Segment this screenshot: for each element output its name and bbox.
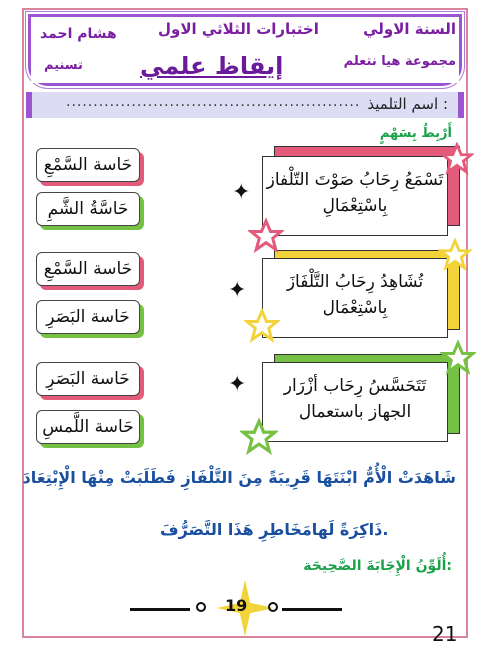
separator-sparkle-3: ✦ <box>228 372 247 397</box>
header-teacher: هشام احمد <box>40 26 117 42</box>
left-option-6[interactable]: حَاسة اللَّمسِ <box>36 410 140 444</box>
left-option-2[interactable]: حَاسَّةُ الشَّمِ <box>36 192 140 226</box>
right-box-1-line2: بِاسْتِعْمَالِ <box>322 196 388 216</box>
footer-line-right <box>282 608 342 611</box>
right-box-1-line1: تَسْمَعُ رِحَابُ صَوْتَ التّلْفاز <box>266 170 444 190</box>
right-box-2-line2: بِاسْتِعْمَال <box>322 298 388 318</box>
header-exam: اختبارات الثلاثي الاول <box>158 20 319 38</box>
page-title: إيقاظ علمي <box>140 52 284 80</box>
student-name-label: اسم التلميذ : <box>367 95 448 113</box>
right-box-3-line2: الجهاز باستعمال <box>298 402 412 422</box>
header-year: السنة الاولي <box>363 20 456 38</box>
star-icon <box>240 418 278 456</box>
exercise2-sentence-2: ذَاكِرَةً لَهامَخَاطِرِ هَذَا التَّصَرُّفَ. <box>160 520 389 539</box>
separator-sparkle-2: ✦ <box>228 278 247 303</box>
star-icon <box>244 308 280 344</box>
exercise2-sentence-1: شَاهَدَتْ الْأُمُّ ابْنَتَهَا قَرِيبَةً مِنَ التَّلْفَازِ فَطَلَبَتْ مِنْهَا الْإِبْتِعَادَ <box>22 468 456 487</box>
star-icon <box>440 340 476 376</box>
left-option-4[interactable]: حَاسة البَصَرِ <box>36 300 140 334</box>
star-icon <box>440 142 474 176</box>
student-name-field[interactable]: ...................................................... <box>66 94 361 110</box>
footer-circle-right <box>268 602 278 612</box>
separator-sparkle-1: ✦ <box>232 180 251 205</box>
header-arrange: تسنيم <box>44 58 83 73</box>
right-box-2-line1: تُشَاهِدُ رِحَابُ التَّلْفَازَ <box>286 272 424 292</box>
student-name-bar <box>26 92 464 118</box>
left-option-3[interactable]: حَاسة السَّمْعِ <box>36 252 140 286</box>
footer-line-left <box>130 608 190 611</box>
exercise1-instruction: أَرْبِطُ بِسَهْمٍ <box>379 126 452 141</box>
left-option-5[interactable]: حَاسة البَصَرِ <box>36 362 140 396</box>
star-icon <box>438 238 472 272</box>
page-number-outer: 21 <box>432 622 458 646</box>
footer-circle-left <box>196 602 206 612</box>
right-box-2[interactable] <box>262 258 448 338</box>
header-group: مجموعة هيا نتعلم <box>343 54 456 69</box>
star-icon <box>248 218 284 254</box>
left-option-1[interactable]: حَاسة السَّمْعِ <box>36 148 140 182</box>
exercise2-instruction: أُلَوِّنُ الْإِجَابَةَ الصَّحِيحَة: <box>303 558 452 574</box>
right-box-3-line1: تَتَحَسَّسُ رِحَاب أزْرَار <box>283 376 427 396</box>
right-box-1[interactable] <box>262 156 448 236</box>
right-box-3[interactable] <box>262 362 448 442</box>
page-number-inner: 19 <box>225 596 248 615</box>
